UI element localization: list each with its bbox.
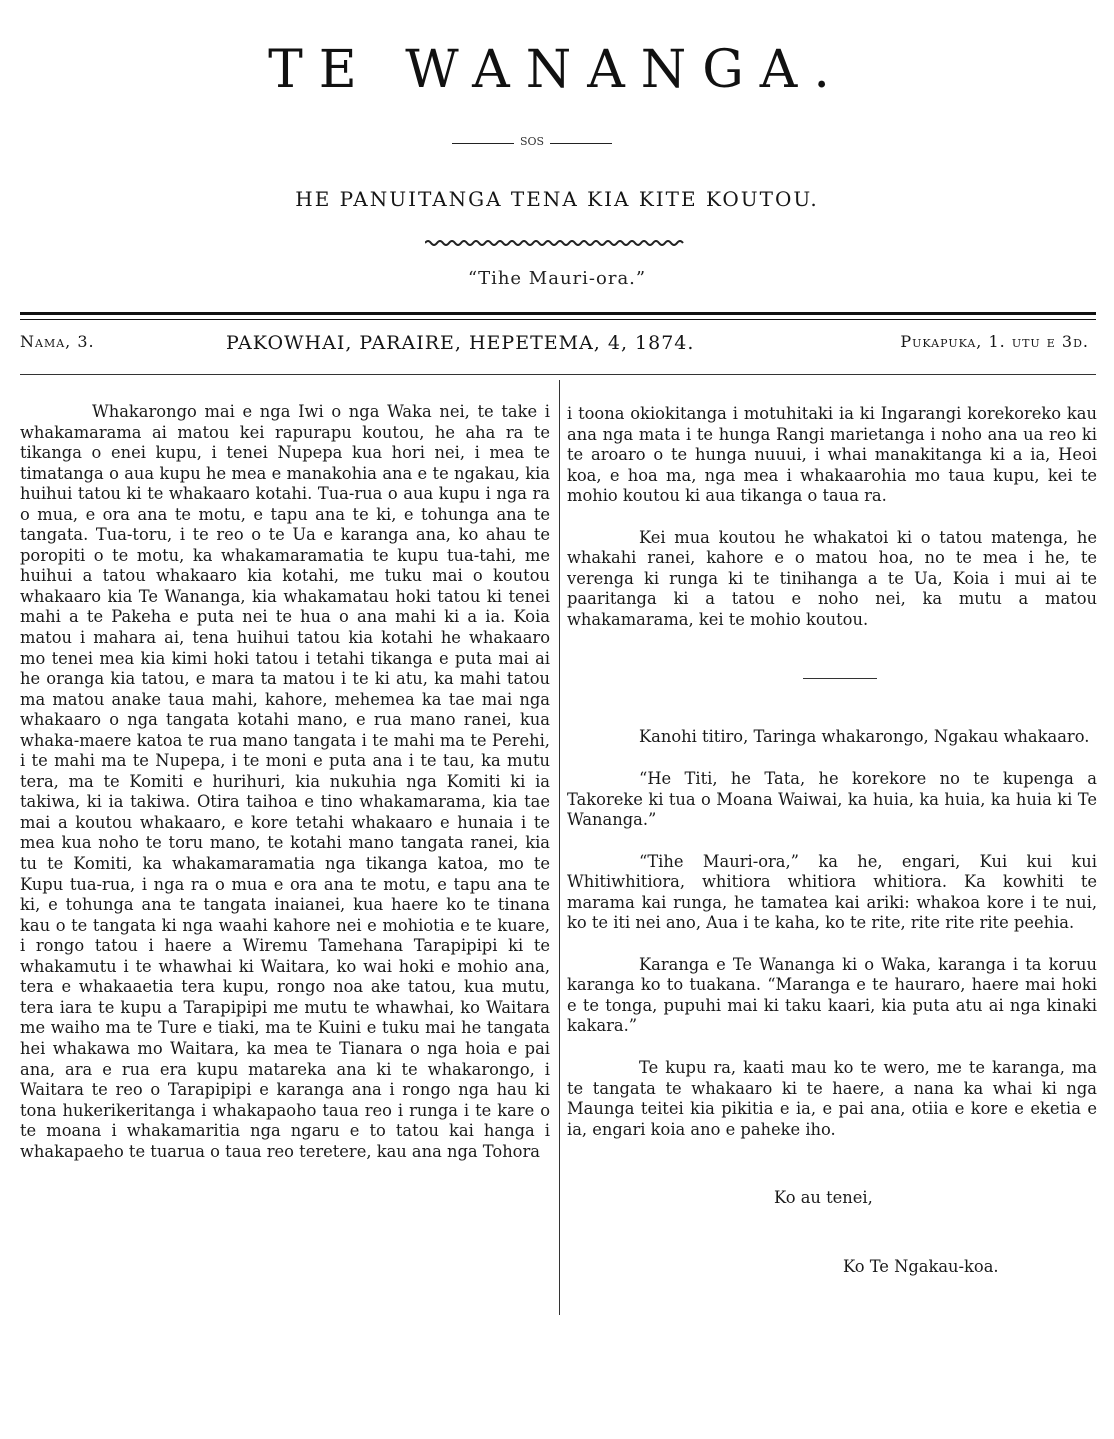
left-column: [20, 402, 550, 1162]
column-divider: [559, 380, 560, 1315]
wavy-ornament: [425, 239, 687, 247]
article-paragraph: i toona okiokitanga i motuhitaki ia ki Ingarangi korekoreko kau ana nga mata i te hunga Rangi marietanga i noho ana ua reo ki te aroaro o te hunga nuuui, i whai manakitanga ki a ia, Heoi koa, e hoa ma, nga mea i whakaarohia mo taua kupu, kei te mohio koutou ki aua tikanga o taua ra.: [567, 404, 1097, 506]
issue-price: Pukapuka, 1. utu e 3d.: [900, 332, 1089, 351]
signature: Ko Te Ngakau-koa.: [843, 1256, 999, 1276]
issue-number: Nama, 3.: [20, 332, 95, 351]
masthead-subtitle: HE PANUITANGA TENA KIA KITE KOUTOU.: [295, 187, 819, 211]
article-paragraph: Karanga e Te Wananga ki o Waka, karanga i ta koruu karanga ko to tuakana. “Maranga e te hauraro, haere mai hoki e te tonga, pupuhi mai ki taku kaari, kia puta atu ai nga kinaki kakara.”: [567, 954, 1097, 1036]
masthead-motto: “Tihe Mauri-ora.”: [467, 268, 647, 289]
issue-dateline: PAKOWHAI, PARAIRE, HEPETEMA, 4, 1874.: [226, 332, 695, 354]
signoff-line: Ko au tenei,: [774, 1188, 873, 1208]
article-paragraph: Te kupu ra, kaati mau ko te wero, me te karanga, ma te tangata te whakaaro ki te haere, a nana ka whai ki nga Maunga teitei kia pikitia e ia, e pai ana, otiia e kore e eketia e ia, engari koia ano e paheke iho.: [567, 1058, 1097, 1139]
article-paragraph: Kanohi titiro, Taringa whakarongo, Ngakau whakaaro.: [639, 727, 1090, 747]
separator-rule-left: [452, 143, 514, 144]
issue-bar-rule: [20, 374, 1096, 375]
masthead-separator: [452, 135, 612, 151]
section-rule: [803, 678, 877, 679]
article-paragraph: Whakarongo mai e nga Iwi o nga Waka nei, te take i whakamarama ai matou kei rapurapu koutou, he aha ra te tikanga o enei kupu, i tenei Nupepa kua hori nei, i mea te timatanga o aua kupu he mea e manakohia ana e te ngakau, kia huihui tatou ki te whakaaro kotahi. Tua-rua o aua kupu i nga ra o mua, e ora ana te motu, e tapu ana te ki, e tohunga ana te tangata. Tua-toru, i te reo o te Ua e karanga ana, ko ahau te poropiti o te motu, ka whakamaramatia te kupu tua-tahi, me huihui a tatou whakaaro kia kotahi, me tuku mai o koutou whakaaro kia Te Wananga, kia whakamatau hoki tatou ki tenei mahi a te Pakeha e puta nei te hua o ana mahi ki a ia. Koia matou i mahara ai, tena huihui tatou kia kotahi he whakaaro mo tenei mea kia kimi hoki tatou i tetahi tikanga e puta mai ai he oranga kia tatou, e mara ta matou i te ki atu, ka mahi tatou ma matou anake taua mahi, kahore, mehemea ka tae mai nga whakaaro o nga tangata kotahi mano, e rua mano ranei, kua whaka-maere katoa te rua mano tangata i te mahi ma te Perehi, i te mahi ma te Nupepa, i te moni e puta ana i te tau, ka mutu tera, ma te Komiti e hurihuri, kia nukuhia nga Komiti ki ia takiwa, ki ia takiwa. Otira taihoa e tino whakamarama, kia tae mai a koutou whakaaro, e kore tetahi whakaaro e hunaia i te mea kua noho te toru mano, te kotahi mano tangata ranei, kia tu te Komiti, ka whakamaramatia nga tikanga katoa, mo te Kupu tua-rua, i nga ra o mua e ora ana te motu, e tapu ana te ki, e tohunga ana te tangata inaianei, kua haere ko te tinana kau o te tangata ki nga waahi kahore nei e mohiotia e te kuare, i rongo tatou i haere a Wiremu Tamehana Tarapipipi ki te whakamutu i te whawhai ki Waitara, ko wai hoki e mohio ana, tera e whakaaetia tera kupu, rongo noa ake tatou, kua mutu, tera iara te kupu a Tarapipipi me mutu te whawhai, ko Waitara me waiho ma te Ture e tiaki, ma te Kuini e tuku mai he tangata hei whakawa mo Waitara, ka mea te Tianara o nga hoia e pai ana, ara e rua era kupu matareka ana ki te whakarongo, i Waitara te reo o Tarapipipi e karanga ana i rongo nga hau ki tona hukerikeritanga i whakapaoho taua reo i runga i te kare o te moana i whakamaritia nga ngaru e to tatou kai hanga i whakapaeho te tuarua o taua reo teretere, kau ana nga Tohora: [20, 402, 550, 1161]
article-paragraph: “He Titi, he Tata, he korekore no te kupenga a Takoreke ki tua o Moana Waiwai, ka huia, ka huia, ka huia ki Te Wananga.”: [567, 769, 1097, 830]
right-column: [567, 404, 1097, 1277]
header-rule-thin: [20, 319, 1096, 320]
article-paragraph: Kei mua koutou he whakatoi ki o tatou matenga, he whakahi ranei, kahore e o matou hoa, no te mea i he, te verenga ki runga ki te tinihanga a te Ua, Koia i mui ai te paaritanga ki a tatou e noho nei, ka mutu a matou whakamarama, kei te mohio koutou.: [567, 527, 1097, 629]
separator-label: SOS: [519, 135, 545, 148]
masthead-title: TE WANANGA.: [268, 40, 846, 100]
separator-rule-right: [550, 143, 612, 144]
header-rule-thick: [20, 312, 1096, 315]
article-paragraph: “Tihe Mauri-ora,” ka he, engari, Kui kui kui Whitiwhitiora, whitiora whitiora whitiora. Ka kowhiti te marama kai runga, he tamatea kai ariki: whakoa kore i te nui, ko te iti nei ano, Aua i te kaha, ko te rite, rite rite rite peehia.: [567, 851, 1097, 933]
